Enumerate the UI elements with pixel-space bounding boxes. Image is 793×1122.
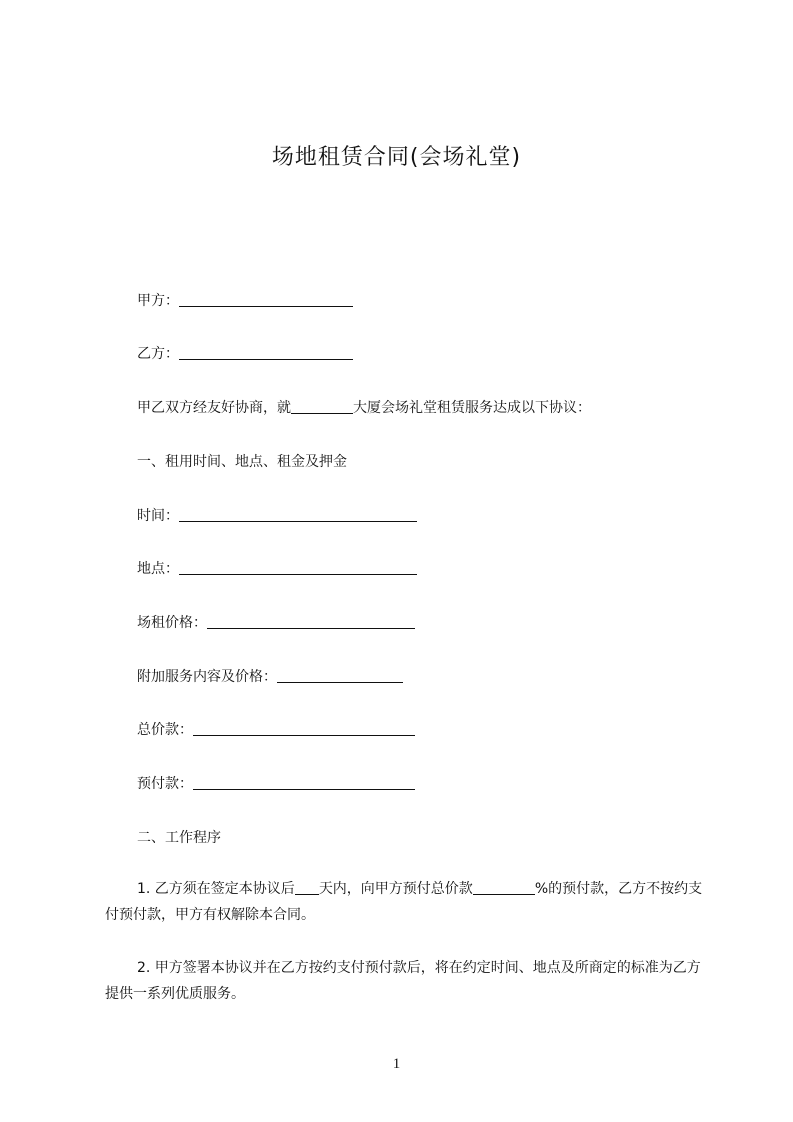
party-a-label: 甲方： [137,293,179,309]
intro-line [137,397,591,419]
venue-price-blank [207,614,415,629]
section1-heading: 一、租用时间、地点、租金及押金 [137,454,347,470]
clause-1-part-b: 天内，向甲方预付总价款 [318,881,473,897]
page-number: 1 [392,1056,401,1072]
clause-1-part-c: %的预付款，乙方不按约支付预付款，甲方有权解除本合同。 [105,881,703,923]
extra-services-label: 附加服务内容及价格： [137,669,277,685]
clause-1-part-a: 1. 乙方须在签定本协议后 [137,881,295,897]
party-b-label: 乙方： [137,346,179,362]
time-label: 时间： [137,508,179,524]
total-price-line [137,719,415,741]
intro-prefix: 甲乙双方经友好协商，就 [137,400,291,416]
party-b-line [137,343,353,365]
extra-services-blank [277,668,403,683]
time-line [137,505,417,527]
clause-1 [105,876,705,928]
party-b-blank [179,345,353,360]
clause-2: 2. 甲方签署本协议并在乙方按约支付预付款后，将在约定时间、地点及所商定的标准为乙方提供一系列优质服务。 [105,960,701,1002]
document-title: 场地租赁合同(会场礼堂) [271,145,522,170]
section2-heading: 二、工作程序 [137,830,221,846]
time-blank [179,507,417,522]
prepayment-blank [193,775,415,790]
venue-price-label: 场租价格： [137,615,207,631]
percent-blank [473,880,535,895]
prepayment-line [137,773,415,795]
prepayment-label: 预付款： [137,776,193,792]
party-a-line [137,290,353,312]
venue-price-line [137,612,415,634]
place-label: 地点： [137,561,179,577]
place-line [137,558,417,580]
party-a-blank [179,292,353,307]
building-name-blank [291,399,353,414]
total-price-label: 总价款： [137,722,193,738]
days-blank [295,880,319,895]
intro-suffix: 大厦会场礼堂租赁服务达成以下协议： [353,400,591,416]
place-blank [179,560,417,575]
extra-services-line [137,666,403,688]
total-price-blank [193,721,415,736]
